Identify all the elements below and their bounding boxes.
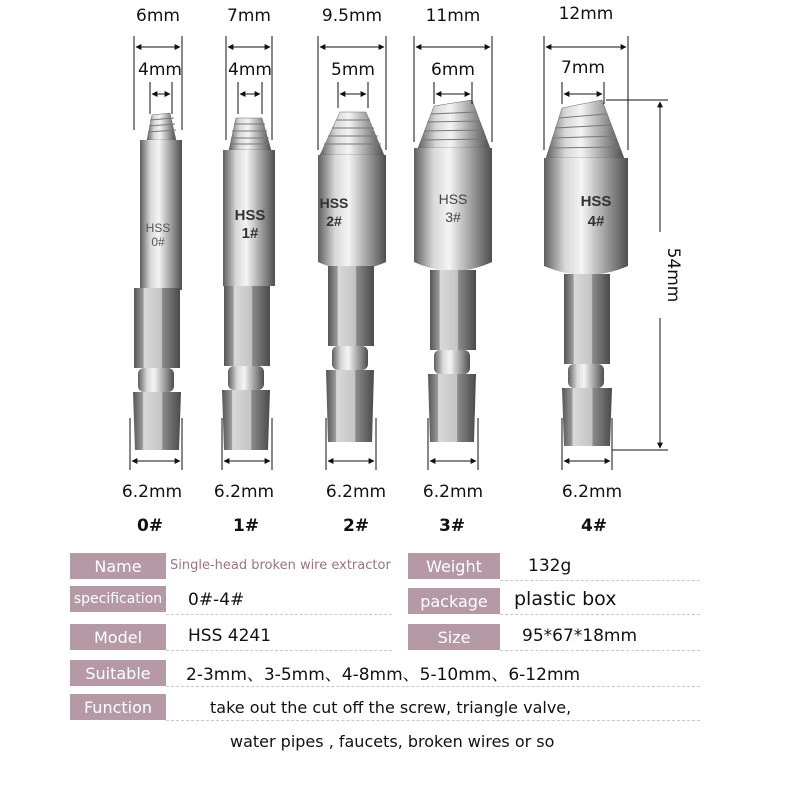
bit-0: [133, 113, 182, 450]
bit-1-stamp-line1: HSS: [234, 207, 266, 224]
model-value: HSS 4241: [188, 626, 272, 646]
specification-value: 0#-4#: [188, 590, 245, 610]
bit-1-stamp-line2: 1#: [241, 225, 259, 242]
row-divider: [500, 580, 700, 581]
package-value: plastic box: [514, 588, 617, 610]
bit-3-tip-width: 6mm: [431, 60, 475, 80]
bit-3-code: 3#: [438, 516, 466, 536]
bit-4-shank-width: 6.2mm: [561, 482, 623, 502]
bit-4-stamp-line1: HSS: [580, 193, 612, 210]
bit-3-stamp-line1: HSS: [438, 191, 468, 207]
bit-0-stamp-line1: HSS: [145, 221, 171, 235]
bit-1: [222, 118, 275, 450]
function-value-line1: take out the cut off the screw, triangle valve,: [210, 698, 572, 717]
bit-0-tip-width: 4mm: [138, 60, 182, 80]
size-label: Size: [408, 624, 500, 650]
name-value: Single-head broken wire extractor: [170, 558, 391, 573]
weight-value: 132g: [528, 556, 572, 576]
length-dimension-label: 54mm: [663, 247, 683, 303]
row-divider: [166, 686, 700, 687]
bit-2-tip-width: 5mm: [331, 60, 375, 80]
bit-3: [414, 100, 492, 442]
bit-1-top-width: 7mm: [227, 6, 271, 26]
name-label: Name: [70, 553, 166, 579]
row-divider: [166, 720, 700, 721]
specification-label: specification: [70, 586, 166, 612]
bit-2: [318, 112, 386, 442]
bit-4-stamp-line2: 4#: [587, 213, 605, 230]
bit-2-code: 2#: [342, 516, 370, 536]
weight-label: Weight: [408, 553, 500, 579]
row-divider: [500, 614, 700, 615]
function-label: Function: [70, 694, 166, 720]
bit-0-stamp-line2: 0#: [151, 235, 165, 249]
bit-3-shank-width: 6.2mm: [422, 482, 484, 502]
bit-2-stamp-line2: 2#: [326, 213, 342, 229]
model-label: Model: [70, 624, 166, 650]
bit-1-tip-width: 4mm: [228, 60, 272, 80]
row-divider: [500, 650, 700, 651]
bit-2-shank-width: 6.2mm: [325, 482, 387, 502]
bit-2-stamp-line1: HSS: [319, 195, 349, 211]
size-value: 95*67*18mm: [522, 626, 638, 646]
row-divider: [166, 614, 392, 615]
bit-0-code: 0#: [136, 516, 164, 536]
bit-1-code: 1#: [232, 516, 260, 536]
function-value-line2: water pipes , faucets, broken wires or so: [230, 732, 555, 751]
bit-4-top-width: 12mm: [558, 4, 614, 24]
suitable-value: 2-3mm、3-5mm、4-8mm、5-10mm、6-12mm: [186, 665, 581, 685]
bit-0-shank-width: 6.2mm: [121, 482, 183, 502]
bit-3-stamp-line2: 3#: [445, 209, 461, 225]
bit-4: [544, 100, 628, 446]
bit-2-top-width: 9.5mm: [321, 6, 383, 26]
row-divider: [166, 650, 392, 651]
bit-4-tip-width: 7mm: [561, 58, 605, 78]
bit-3-top-width: 11mm: [425, 6, 481, 26]
bit-0-top-width: 6mm: [136, 6, 180, 26]
bit-1-shank-width: 6.2mm: [213, 482, 275, 502]
bit-4-code: 4#: [580, 516, 608, 536]
suitable-label: Suitable: [70, 660, 166, 686]
package-label: package: [408, 588, 500, 614]
